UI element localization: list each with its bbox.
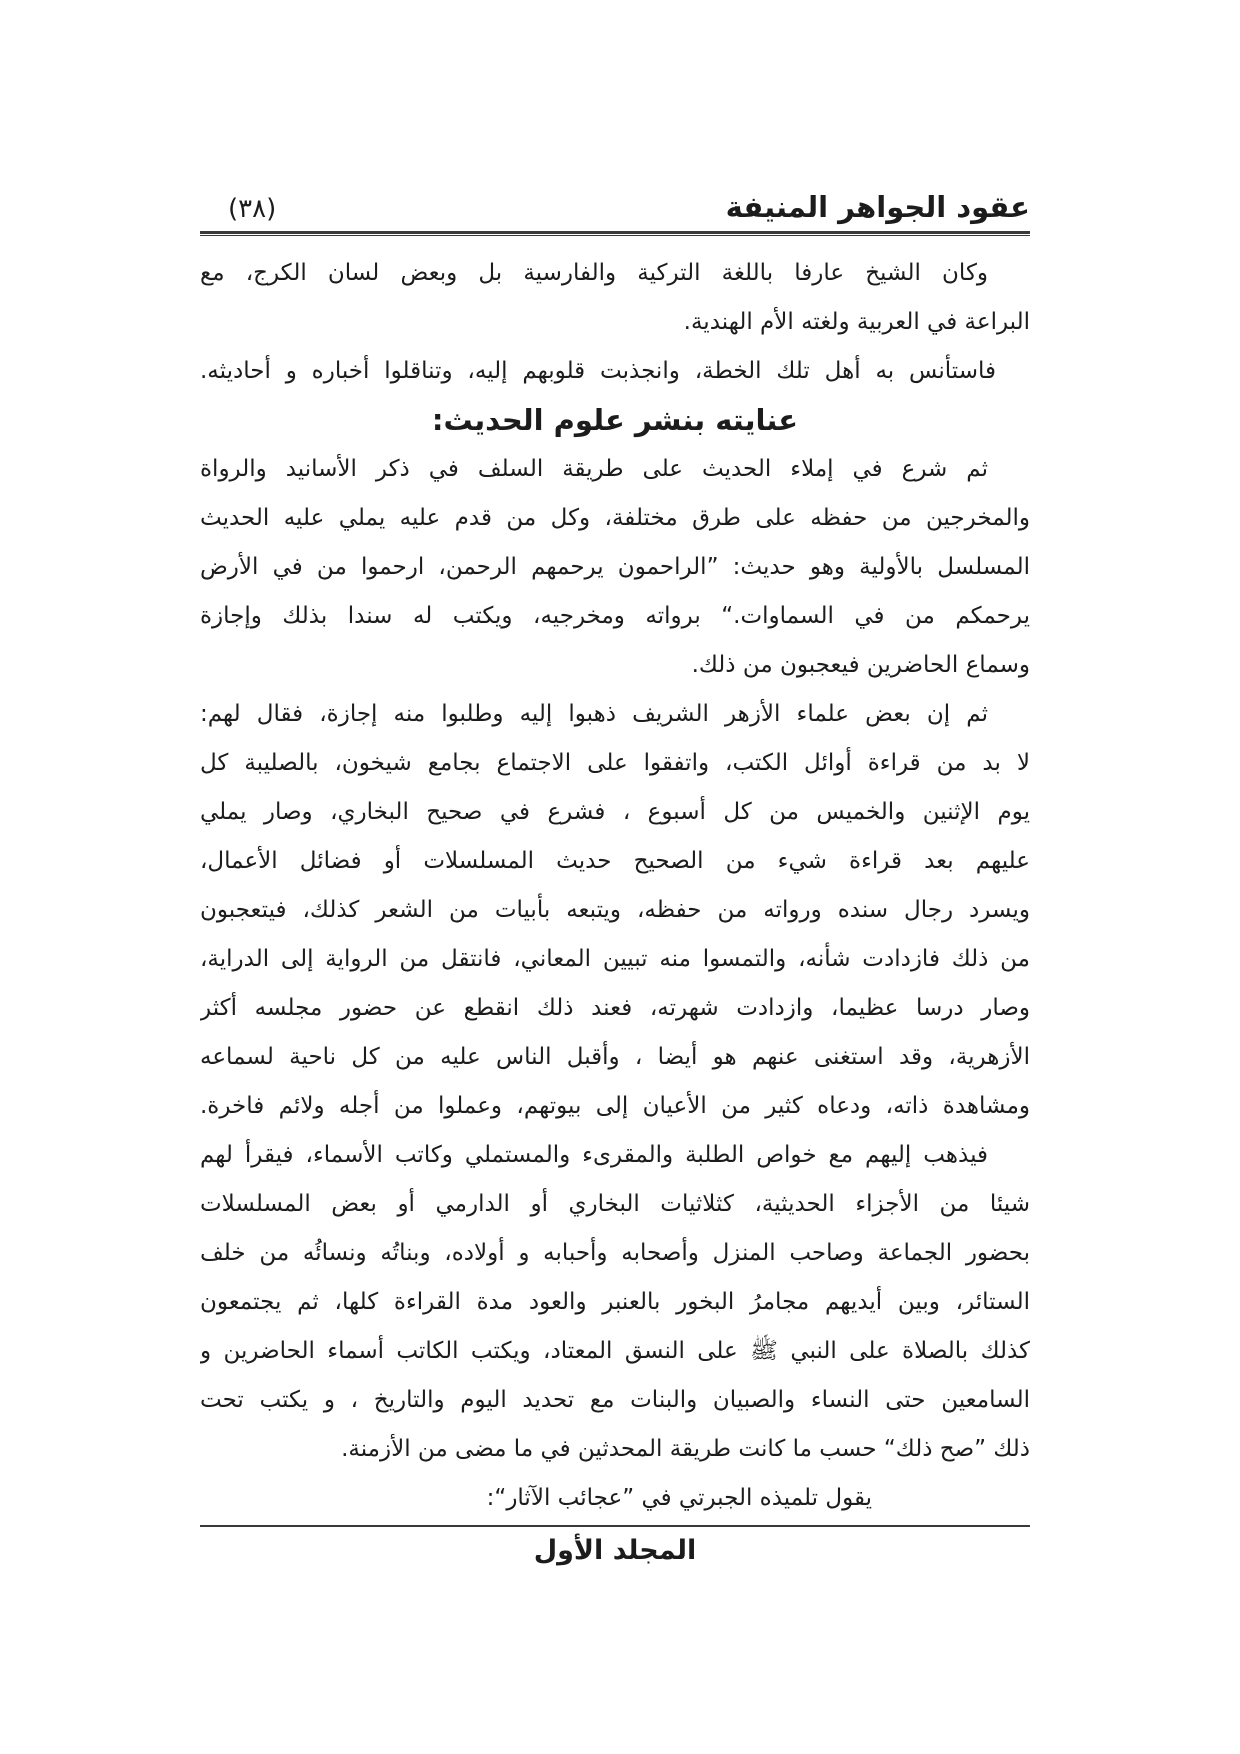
text-line: ثم إن بعض علماء الأزهر الشريف ذهبوا إليه وطلبوا منه إجازة، فقال لهم: (200, 701, 988, 727)
text-line: يقول تلميذه الجبرتي في ”عجائب الآثار“: (486, 1485, 872, 1511)
text-line: ذلك ”صح ذلك“ حسب ما كانت طريقة المحدثين في ما مضى من الأزمنة. (341, 1436, 1030, 1462)
text-line: المسلسل بالأولية وهو حديث: ”الراحمون يرحمهم الرحمن، ارحموا من في الأرض (200, 554, 1030, 580)
text-line: لا بد من قراءة أوائل الكتب، واتفقوا على الاجتماع بجامع شيخون، بالصليبة كل (200, 750, 1030, 776)
body-text (200, 249, 1030, 1523)
text-line: وكان الشيخ عارفا باللغة التركية والفارسية بل وبعض لسان الكرج، مع (200, 260, 988, 286)
text-line: ومشاهدة ذاته، ودعاه كثير من الأعيان إلى بيوتهم، وعملوا من أجله ولائم فاخرة. (200, 1093, 1030, 1119)
text-line: فاستأنس به أهل تلك الخطة، وانجذبت قلوبهم إليه، وتناقلوا أخباره و أحاديثه. (200, 358, 996, 384)
page-header (200, 180, 1030, 224)
text-line: من ذلك فازدادت شأنه، والتمسوا منه تبيين المعاني، فانتقل من الرواية إلى الدراية، (200, 946, 1030, 972)
text-line: فيذهب إليهم مع خواص الطلبة والمقرىء والمستملي وكاتب الأسماء، فيقرأ لهم (200, 1142, 988, 1168)
text-line: الستائر، وبين أيديهم مجامرُ البخور بالعنبر والعود مدة القراءة كلها، ثم يجتمعون (200, 1289, 1030, 1315)
book-title: عقود الجواهر المنيفة (725, 190, 1030, 224)
text-line: وسماع الحاضرين فيعجبون من ذلك. (691, 652, 1030, 678)
text-line: ثم شرع في إملاء الحديث على طريقة السلف في ذكر الأسانيد والرواة (200, 456, 988, 482)
text-line: بحضور الجماعة وصاحب المنزل وأصحابه وأحبابه و أولاده، وبناتُه ونسائُه من خلف (200, 1240, 1030, 1266)
text-line: يرحمكم من في السماوات.“ برواته ومخرجيه، ويكتب له سندا بذلك وإجازة (200, 603, 1030, 629)
text-line: يوم الإثنين والخميس من كل أسبوع ، فشرع في صحيح البخاري، وصار يملي (200, 799, 1030, 825)
text-line: شيئا من الأجزاء الحديثية، كثلاثيات البخاري أو الدارمي أو بعض المسلسلات (200, 1191, 1030, 1217)
text-line: وصار درسا عظيما، وازدادت شهرته، فعند ذلك انقطع عن حضور مجلسه أكثر (200, 995, 1030, 1021)
text-line: عليهم بعد قراءة شيء من الصحيح حديث المسلسلات أو فضائل الأعمال، (200, 848, 1030, 874)
text-line: والمخرجين من حفظه على طرق مختلفة، وكل من قدم عليه يملي عليه الحديث (200, 505, 1030, 531)
footer-rule (200, 1525, 1030, 1527)
text-line: كذلك بالصلاة على النبي ﷺ على النسق المعتاد، ويكتب الكاتب أسماء الحاضرين و (200, 1338, 1030, 1364)
volume-label: المجلد الأول (533, 1535, 697, 1566)
text-line: الأزهرية، وقد استغنى عنهم هو أيضا ، وأقبل الناس عليه من كل ناحية لسماعه (200, 1044, 1030, 1070)
page-number: (٣٨) (228, 194, 277, 224)
header-rule (200, 231, 1030, 236)
text-line: السامعين حتى النساء والصبيان والبنات مع تحديد اليوم والتاريخ ، و يكتب تحت (200, 1387, 1030, 1413)
text-line: البراعة في العربية ولغته الأم الهندية. (683, 309, 1030, 335)
text-line: ويسرد رجال سنده ورواته من حفظه، ويتبعه بأبيات من الشعر كذلك، فيتعجبون (200, 897, 1030, 923)
section-heading: عنايته بنشر علوم الحديث: (431, 403, 799, 437)
